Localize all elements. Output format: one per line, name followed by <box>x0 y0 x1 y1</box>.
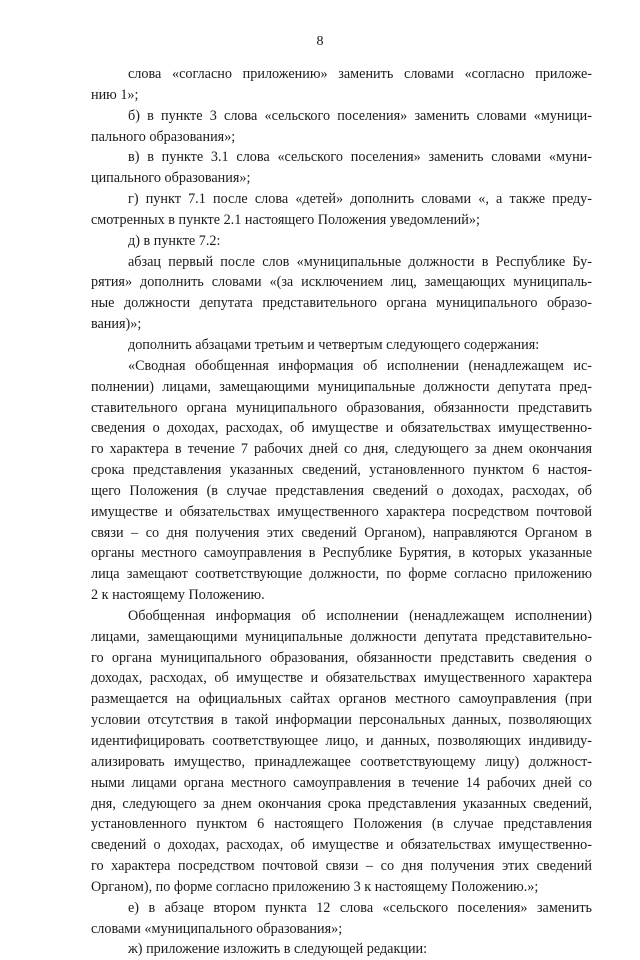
text-line: установленного пунктом 6 настоящего Положения (в случае представления <box>91 816 592 833</box>
text-line: органы местного самоуправления в Республике Бурятия, в которых указанные <box>91 545 592 562</box>
text-line: рятия» дополнить словами «(за исключением лиц, замещающих муниципаль- <box>91 274 592 291</box>
text-line: б) в пункте 3 слова «сельского поселения» заменить словами «муници- <box>128 107 592 124</box>
text-line: срока представления указанных сведений, установленного пунктом 6 настоя- <box>91 462 592 479</box>
text-line: сведений о доходах, расходах, об имуществе и обязательствах имущественно- <box>91 837 592 854</box>
text-line: пального образования»; <box>91 128 236 145</box>
text-line: словами «муниципального образования»; <box>91 920 343 937</box>
text-line: вания)»; <box>91 316 142 333</box>
text-line: Органом), по форме согласно приложению 3 к настоящему Положению.»; <box>91 878 539 895</box>
text-line: в) в пункте 3.1 слова «сельского поселения» заменить словами «муни- <box>128 149 592 166</box>
page-number: 8 <box>316 34 324 49</box>
text-line: д) в пункте 7.2: <box>128 232 221 249</box>
text-line: идентифицировать соответствующее лицо, и данных, позволяющих индивиду- <box>91 733 592 749</box>
text-line: Обобщенная информация об исполнении (ненадлежащем исполнении) <box>128 607 592 624</box>
text-line: ными лицами органа местного самоуправления в течение 14 рабочих дней со <box>91 774 592 791</box>
text-line: полнении) лицами, замещающими муниципальные должности депутата пред- <box>91 378 592 395</box>
text-line: лица замещают соответствующие должности, по форме согласно приложению <box>91 566 592 583</box>
text-line: лицами, замещающими муниципальные должности депутата представительно- <box>91 628 592 645</box>
text-line: «Сводная обобщенная информация об исполнении (ненадлежащем ис- <box>128 357 592 374</box>
text-line: ные должности депутата представительного органа муниципального образо- <box>91 295 592 312</box>
text-line: доходах, расходах, об имуществе и обязательствах имущественного характера <box>91 670 592 687</box>
text-line: го характера в течение 7 рабочих дней со дня, следующего за днем окончания <box>91 441 592 458</box>
text-line: размещается на официальных сайтах органов местного самоуправления (при <box>91 691 592 708</box>
text-line: го характера посредством почтовой связи – со дня получения этих сведений <box>91 858 592 875</box>
text-line: связи – со дня получения этих сведений Органом), направляются Органом в <box>91 524 592 541</box>
text-line: абзац первый после слов «муниципальные должности в Республике Бу- <box>128 253 592 270</box>
text-line: г) пункт 7.1 после слова «детей» дополнить словами «, а также преду- <box>128 191 592 208</box>
text-line: ставительного органа муниципального образования, обязанности представить <box>91 399 592 416</box>
text-line: слова «согласно приложению» заменить словами «согласно приложе- <box>128 66 592 82</box>
document-body <box>91 64 592 960</box>
text-line: ж) приложение изложить в следующей редакции: <box>128 941 428 958</box>
text-line: сведения о доходах, расходах, об имуществе и обязательствах имущественно- <box>91 420 592 437</box>
text-line: дополнить абзацами третьим и четвертым следующего содержания: <box>128 336 540 353</box>
text-line: е) в абзаце втором пункта 12 слова «сельского поселения» заменить <box>128 899 592 916</box>
text-line: 2 к настоящему Положению. <box>91 587 265 604</box>
text-line: ципального образования»; <box>91 170 251 187</box>
text-line: условии отсутствия в такой информации персональных данных, позволяющих <box>91 712 592 729</box>
text-line: дня, следующего за днем окончания срока представления указанных сведений, <box>91 795 592 812</box>
text-line: го органа муниципального образования, обязанности представить сведения о <box>91 649 592 666</box>
text-line: щего Положения (в случае представления сведений о доходах, расходах, об <box>91 482 592 499</box>
text-line: имуществе и обязательствах имущественного характера посредством почтовой <box>91 503 592 520</box>
text-line: ализировать имущество, принадлежащее соответствующему лицу) должност- <box>91 753 592 770</box>
text-line: нию 1»; <box>91 86 139 103</box>
text-line: смотренных в пункте 2.1 настоящего Положения уведомлений»; <box>91 211 480 228</box>
